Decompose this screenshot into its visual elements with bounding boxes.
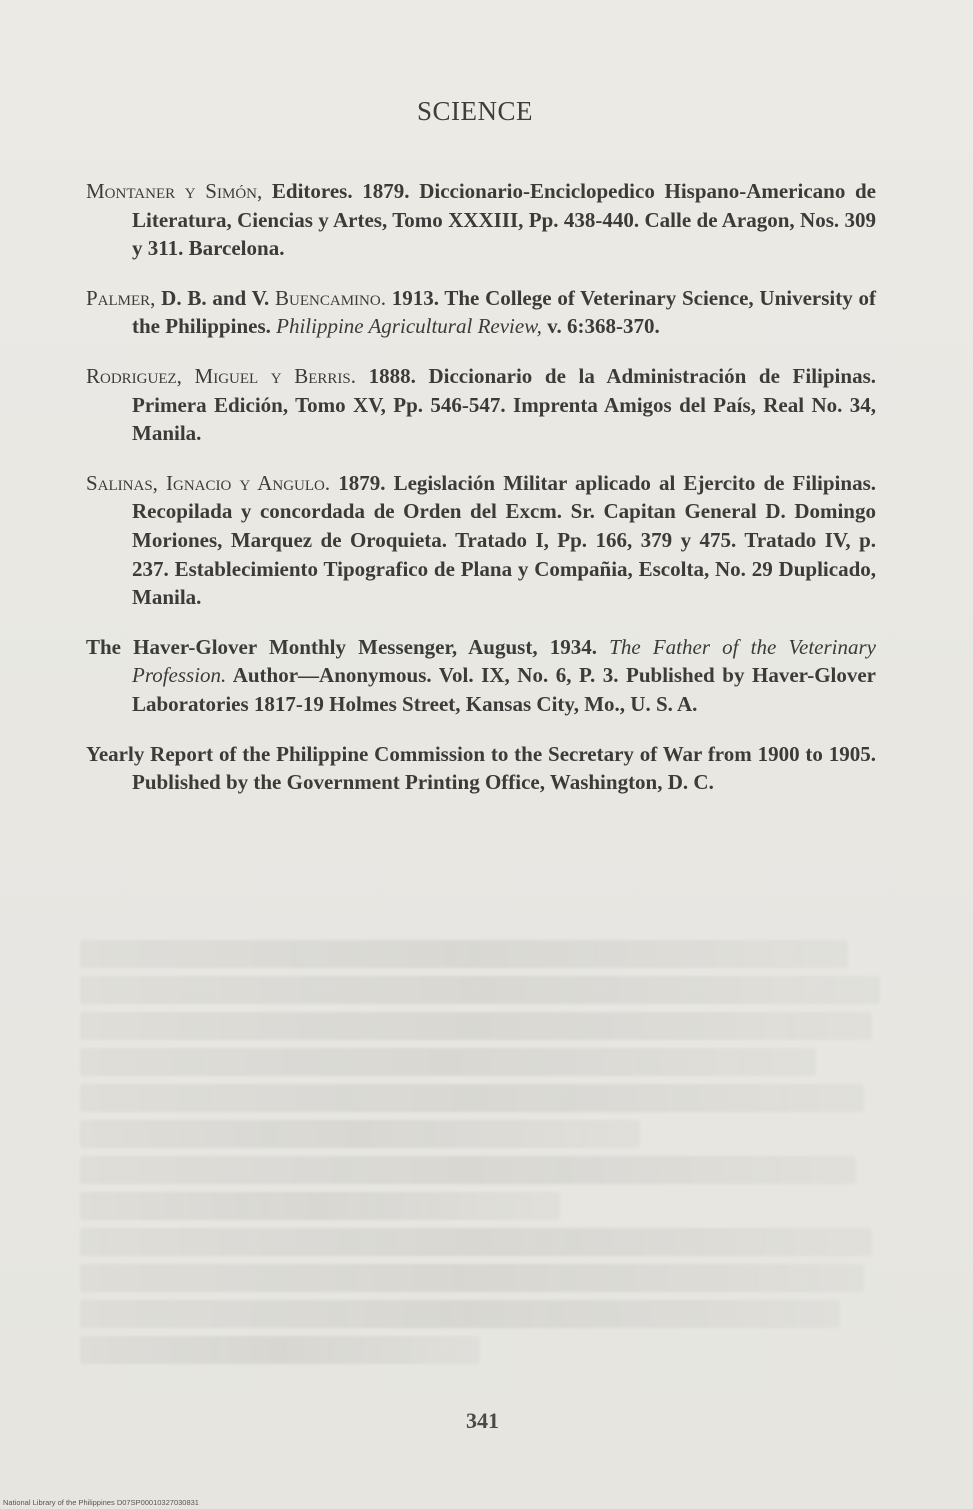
reference-text: Editores. 1879. Diccionario-Enciclopedico Hispano-Americano de Literatura, Ciencias y Artes, Tomo XXXIII, Pp. 438-440. Calle de Aragon, Nos. 309 y 311. Barcelona. (132, 179, 876, 261)
bleed-through-text (80, 940, 880, 1372)
reference-salinas (86, 469, 876, 612)
reference-author: Salinas, Ignacio y Angulo. (86, 470, 331, 495)
reference-article-title: The Father of the Veterinary Profession. (132, 634, 876, 688)
bleed-through-line (80, 1120, 640, 1148)
reference-text: The Haver-Glover Monthly Messenger, August, 1934. (86, 634, 610, 659)
section-heading: SCIENCE (416, 96, 533, 126)
bleed-through-line (80, 1012, 872, 1040)
reference-text: 1888. Diccionario de la Administración de Filipinas. Primera Edición, Tomo XV, Pp. 546-547. Imprenta Amigos del País, Real No. 34, Manila. (132, 363, 876, 446)
bleed-through-line (80, 1300, 840, 1328)
reference-text: Yearly Report of the Philippine Commission to the Secretary of War from 1900 to 1905. Published by the Government Printing Office, Washington, D. C. (86, 741, 876, 795)
reference-journal: Philippine Agricultural Review, (276, 314, 542, 339)
reference-text: v. 6:368-370. (541, 314, 660, 339)
page-number: 341 (466, 1408, 499, 1433)
reference-author: Palmer, (86, 285, 156, 310)
bleed-through-line (80, 1084, 864, 1112)
bleed-through-line (80, 1264, 864, 1292)
reference-coauthor: Buencamino. (275, 285, 386, 310)
bleed-through-line (80, 976, 880, 1004)
bleed-through-line (80, 1156, 856, 1184)
reference-list (86, 156, 876, 802)
reference-author: Montaner y Simón, (86, 179, 263, 203)
reference-text: D. B. and V. (155, 285, 276, 310)
reference-montaner (86, 177, 876, 263)
bleed-through-line (80, 940, 848, 968)
reference-text: 1879. Legislación Militar aplicado al Ejercito de Filipinas. Recopilada y concordada de Orden del Excm. Sr. Capitan General D. Domingo Moriones, Marquez de Oroquieta. Tratado I, Pp. 166, 379 y 475. Tratado IV, p. 237. Establecimiento Tipografico de Plana y Compañia, Escolta, No. 29 Duplicado, Manila. (132, 470, 876, 610)
bleed-through-line (80, 1336, 480, 1364)
reference-text: Author—Anonymous. Vol. IX, No. 6, P. 3. Published by Haver-Glover Laboratories 1817-19 Holmes Street, Kansas City, Mo., U. S. A. (132, 663, 876, 716)
bleed-through-line (80, 1048, 816, 1076)
reference-palmer (86, 284, 876, 341)
scan-footer: National Library of the Philippines D07SP00010327030831 (3, 1498, 199, 1507)
bleed-through-line (80, 1228, 872, 1256)
reference-rodriguez (86, 362, 876, 448)
reference-author: Rodriguez, Miguel y Berris. (86, 363, 357, 388)
reference-text: 1913. The College of Veterinary Science, University of the Philippines. (132, 285, 876, 339)
reference-haver-glover (86, 633, 876, 719)
reference-yearly-report (86, 740, 876, 797)
bleed-through-line (80, 1192, 560, 1220)
